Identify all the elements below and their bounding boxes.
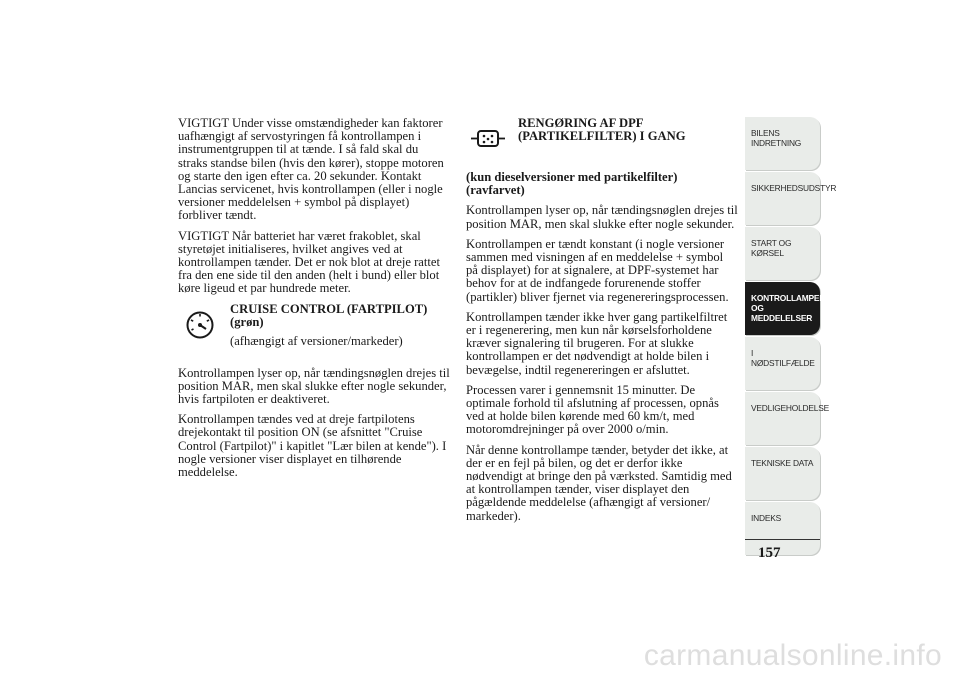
tab-start-og-korsel[interactable] xyxy=(745,227,820,280)
dpf-heading: RENGØRING AF DPF (PARTIKELFILTER) I GANG xyxy=(518,116,686,144)
chapter-tabs xyxy=(745,117,837,557)
tab-label: OG MEDDELELSER xyxy=(751,303,813,323)
tab-label: INDRETNING xyxy=(751,138,802,148)
dpf-paragraph-4: Processen varer i gennemsnit 15 minutter. De optimale forhold til afslutning af processen, opnås ved at holde bilen kørende med 60 km/t, med motoromdrejninger på over 2000 o/min. xyxy=(466,382,719,437)
dpf-filter-icon xyxy=(466,117,510,161)
dpf-paragraph-2: Kontrollampen er tændt konstant (i nogle versioner sammen med visningen af en meddelelse + symbol på displayet) for at signalere, at DPF-systemet har behov for at de indfangede forurenende stoffer (partikler) bliver fjernet via regenereringsprocessen. xyxy=(466,236,729,304)
cruise-control-heading: CRUISE CONTROL (FARTPILOT) (grøn) xyxy=(230,301,428,329)
divider xyxy=(745,539,820,540)
tab-indeks[interactable] xyxy=(745,502,820,555)
cruise-control-note: (afhængigt af versioner/markeder) xyxy=(230,334,403,349)
tab-label: BILENS xyxy=(751,128,780,138)
cruise-control-section xyxy=(178,303,450,355)
watermark: carmanualsonline.info xyxy=(643,639,942,672)
tab-vedligeholdelse[interactable] xyxy=(745,392,829,445)
tab-tekniske-data[interactable] xyxy=(745,447,820,500)
left-column xyxy=(178,117,450,486)
tab-label: INDEKS xyxy=(751,513,781,523)
page-number: 157 xyxy=(758,545,781,561)
tab-i-nodstilfaelde[interactable] xyxy=(745,337,820,390)
dpf-paragraph-3: Kontrollampen tænder ikke hver gang partikelfiltret er i regenerering, men kun når kørselsforholdene kræver signalering til brugeren. For at slukke kontrollampen er det nødvendigt at holde bilen i bevægelse, indtil regenereringen er afsluttet. xyxy=(466,309,728,377)
cruise-paragraph-2: Kontrollampen tændes ved at dreje fartpilotens drejekontakt til position ON (se afsnittet "Cruise Control (Fartpilot)" i kapitlet "Lær bilen at kende"). I nogle versioner viser displayet en tilhørende meddelelse. xyxy=(178,412,447,480)
tab-sikkerhedsudstyr[interactable] xyxy=(745,172,837,225)
speedometer-icon xyxy=(178,303,222,347)
right-column xyxy=(466,117,738,530)
warning-paragraph-1: VIGTIGT Under visse omstændigheder kan faktorer uafhængigt af servostyringen få kontrollampen i instrumentgruppen til at tænde. I så fald skal du straks standse bilen (hvis den kører), stoppe motoren og starte den igen efter ca. 20 sekunder. Kontakt Lancias servicenet, hvis kontrollampen (eller i nogle versioner meddelelsen + symbol på displayet) forbliver tændt. xyxy=(178,116,444,223)
dpf-subheading: (kun dieselversioner med partikelfilter) (ravfarvet) xyxy=(466,170,678,198)
tab-label: SIKKERHEDSUDSTYR xyxy=(751,183,837,193)
dpf-paragraph-5: Når denne kontrollampe tænder, betyder det ikke, at der er en fejl på bilen, og det er derfor ikke nødvendigt at bringe den på værksted. Samtidig med at kontrollampen tænder, viser displayet den pågældende meddelelse (afhængigt af versioner/ markeder). xyxy=(466,442,732,523)
tab-label: TEKNISKE DATA xyxy=(751,458,814,468)
cruise-paragraph-1: Kontrollampen lyser op, når tændingsnøglen drejes til position MAR, men skal slukke efter nogle sekunder, hvis fartpiloten er deaktiveret. xyxy=(178,365,450,407)
tab-label: KONTROLLAMPER xyxy=(751,293,826,303)
warning-paragraph-2: VIGTIGT Når batteriet har været frakoblet, skal styretøjet initialiseres, hvilket angives ved at kontrollampen tænder. Det er nok blot at dreje rattet fra den ene side til den anden (helt i bund) eller blot køre ligeud et par hundrede meter. xyxy=(178,228,440,296)
tab-label: I NØDSTILFÆLDE xyxy=(751,348,815,368)
dpf-paragraph-1: Kontrollampen lyser op, når tændingsnøglen drejes til position MAR, men skal slukke efter nogle sekunder. xyxy=(466,203,738,231)
tab-label: VEDLIGEHOLDELSE xyxy=(751,403,829,413)
tab-kontrollamper[interactable] xyxy=(745,282,826,335)
tab-label: START OG KØRSEL xyxy=(751,238,792,258)
tab-bilens-indretning[interactable] xyxy=(745,117,820,170)
dpf-section xyxy=(466,117,738,169)
